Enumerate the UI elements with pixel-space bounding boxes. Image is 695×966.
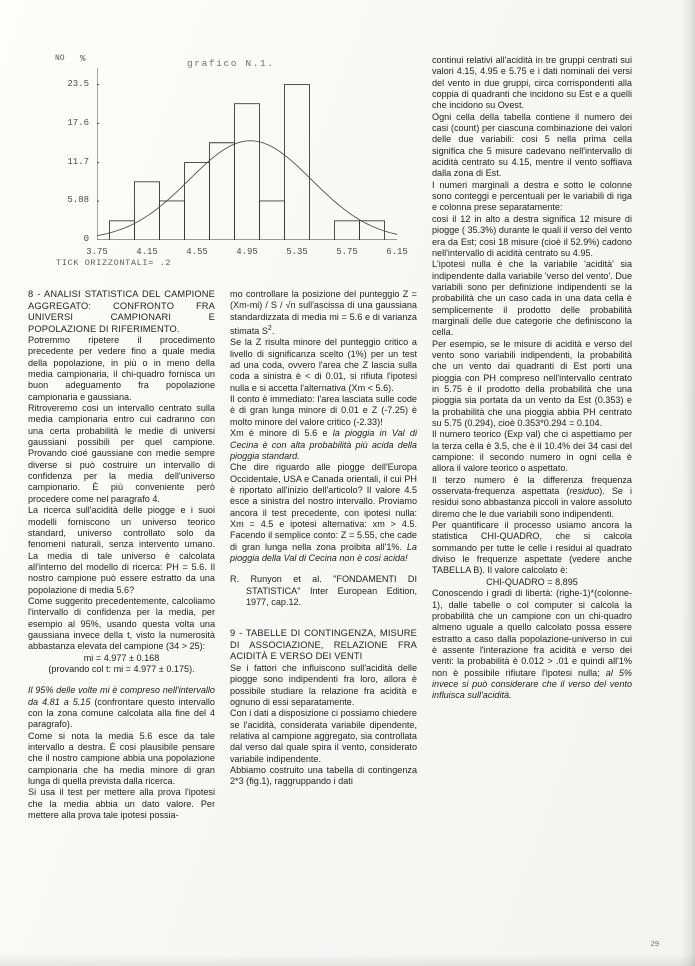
col1-formula-2: (provando col t: mi = 4.977 ± 0.175). <box>48 663 195 674</box>
col2-p1-b: . <box>271 326 275 337</box>
col3-p8-b: ). Se i residui sono abbastanza piccoli in valore assoluto diremo che le due variabili sono indipendenti. <box>432 486 632 519</box>
col2-p4-italic: la pioggia in Val di Cecina è con alta probabilità più acida della pioggia standard. <box>230 428 417 461</box>
col2-p5-a: Che dire riguardo alle piogge dell'Europa Occidentale, USA e Canada orientali, il cui PH è riportato all'inizio dell'articolo? Il valore 4.5 esce a sinistra del nostro intervallo. Proviamo ancora il test precedente, con ipotesi nulla: Xm = 4.5 e ipotesi alternativa: xm > 4.5. Facendo il semplice conto: Z = 5.55, che cade di gran lunga nella zona proibita all'1%. <box>230 462 417 552</box>
col1-paragraph-4: Come suggerito precedentemente, calcoliamo l'intervallo di confidenza per la media, per esempio al 95%, usando questa volta una gaussiana invece della t, visto la numerosità abbastanza elevata del campione (34 > 25): <box>28 595 215 652</box>
col3-p8-a: Il terzo numero è la differenza frequenza osservata-frequenza aspettata ( <box>432 474 632 497</box>
col2-p4-a: Xm è minore di 5.6 e <box>230 428 333 439</box>
col3-formula-chi-quadro: CHI-QUADRO = 8.895 <box>486 576 578 587</box>
x-tick-label: 4.55 <box>186 247 208 257</box>
figure-title: grafico N.1. <box>187 58 275 69</box>
col2-paragraph-6: Se i fattori che influiscono sull'acidità delle piogge sono indipendenti fra loro, allora è possibile studiare la relazione fra acidità e ognuno di essi separatamente. <box>230 662 417 707</box>
col2-paragraph-2: Se la Z risulta minore del punteggio critico a livello di significanza scelto (1%) per un test ad una coda, ovvero l'area che Z lascia sulla coda a sinistra è < di 0.01, si rifiuta l'ipotesi nulla e si accetta l'alternativa (Xm < 5.6). <box>230 337 417 393</box>
col2-p1-a: mo controllare la posizione del punteggio Z = (Xm-mi) / S / √n sull'ascissa di una gaussiana standardizzata di media mi = 5.6 e di varianza stimata S <box>230 289 417 337</box>
col2-spacer-3 <box>230 618 417 628</box>
col3-p10-italic: al 5% invece si può considerare che il verso del vento influisca sull'acidità. <box>432 667 632 701</box>
x-tick-label: 4.15 <box>136 247 158 257</box>
col3-paragraph-6: Per esempio, se le misure di acidità e verso del vento sono variabili indipendenti, la probabilità che un vento dai quadranti di Est porti una pioggia con PH compreso nell'intervallo centrato in 5.75 è il prodotto della probabilità che una pioggia sia portata da un vento da Est (0.353) e la probabilità che una pioggia abbia PH centrato su 5.75 (0.294), cioè 0.353*0.294 = 0.104. <box>432 338 632 428</box>
column-2 <box>230 289 417 788</box>
col1-spacer <box>28 675 215 685</box>
article-columns <box>28 0 668 966</box>
col2-p5-italic: La pioggia della Val di Cecina non è cosi acida! <box>230 541 417 563</box>
col3-paragraph-7: Il numero teorico (Exp val) che ci aspettiamo per la terza cella è 3.5, che è il 10.4% dei 34 casi del campione: il secondo numero in ogni cella è allora il valore teorico o aspettato. <box>432 429 632 474</box>
x-tick-label: 4.95 <box>236 247 258 257</box>
col3-paragraph-2: Ogni cella della tabella contiene il numero dei casi (count) per ciascuna combinazione dei valori delle due variabili: cosi 5 nella prima cella significa che 5 misure cadevano nell'intervallo di acidità centrato su 4.15, mentre il vento soffiava dalla zona di Est. <box>432 111 632 179</box>
col1-p5-italic: Il 95% delle volte mi è compreso nell'intervallo da 4.81 a 5.15 <box>28 685 215 707</box>
col2-paragraph-5 <box>230 462 417 564</box>
col2-spacer-2 <box>230 608 417 618</box>
col2-spacer-1 <box>230 564 417 574</box>
column-1 <box>28 289 215 821</box>
x-tick-label: 5.35 <box>286 247 308 257</box>
col3-p8-italic: residuo <box>569 486 600 497</box>
col2-paragraph-1 <box>230 289 417 337</box>
col1-paragraph-5 <box>28 685 215 730</box>
col3-paragraph-3: I numeri marginali a destra e sotto le colonne sono conteggi e percentuali per le variabili di riga e colonna prese separatamente: <box>432 179 632 213</box>
page-number: 29 <box>650 939 659 948</box>
col3-paragraph-10 <box>432 588 632 701</box>
figure-y-axis-label: % <box>80 54 86 64</box>
col1-paragraph-1: Potremmo ripetere il procedimento precedente per vedere fino a quale media della popolazione, in più o in meno della media campionaria, il chi-quadro fornisca un buon adeguamento fra popolazione campionaria e gaussiana. <box>28 335 215 402</box>
col2-paragraph-7: Con i dati a disposizione ci possiamo chiedere se l'acidità, considerata variabile dipendente, relativa al campione aggregato, sia controllata dal verso dal quale spira il vento, considerato variabile indipendente. <box>230 708 417 764</box>
y-tick-label: 11.7 <box>67 156 89 167</box>
col1-paragraph-6: Come si nota la media 5.6 esce da tale intervallo a destra. È cosi plausibile pensare che il nostro campione abbia una popolazione campionaria che ha media minore di gran lunga di quella prevista dalla ricerca. <box>28 730 215 787</box>
x-tick-label: 3.75 <box>86 247 108 257</box>
x-tick-label: 6.15 <box>386 247 408 257</box>
col3-paragraph-5: L'ipotesi nulla è che la variabile 'acidità' sia indipendente dalla variabile 'verso del vento'. Due variabili sono per definizione indipendenti se la probabilità che un caso cada in una data cella è semplicemente il prodotto delle probabilità marginali delle due categorie che definiscono la cella. <box>432 259 632 338</box>
col2-reference: R. Runyon et al. "FONDAMENTI DI STATISTICA" Inter European Edition, 1977, cap.12. <box>230 574 417 607</box>
col1-p5-rest: (confrontare questo intervallo con la zona comune calcolata alla fine del 4 paragrafo). <box>28 696 215 730</box>
y-tick-label: 5.88 <box>67 195 89 206</box>
col2-paragraph-8: Abbiamo costruito una tabella di contingenza 2*3 (fig.1), raggruppando i dati <box>230 764 417 787</box>
col1-paragraph-2: Ritroveremo cosi un intervallo centrato sulla media campionaria entro cui cadranno con una certa probabilità le medie di universi gaussiani possibili per quel campione. Provando cioé gaussiane con medie sempre diverse si può costruire un intervallo di confidenza per la media dell'universo campionario. È più conveniente però procedere come nel paragrafo 4. <box>28 403 215 504</box>
column-3 <box>432 55 632 702</box>
x-tick-label: 5.75 <box>336 247 358 257</box>
col3-paragraph-4: cosi il 12 in alto a destra significa 12 misure di piogge ( 35.3%) durante le quali il verso del vento era da Est; cosi 18 misure (cioè il 52.9%) cadono nell'intervallo di acidità centrato su 4.95. <box>432 213 632 258</box>
y-tick-label: 17.6 <box>67 117 89 128</box>
figure-caption: TICK ORIZZONTALI= .2 <box>56 258 172 268</box>
col3-paragraph-9: Per quantificare il processo usiamo ancora la statistica CHI-QUADRO, che si calcola sommando per tutte le celle i residui al quadrato diviso le frequenze aspettate (vedere anche TABELLA B). Il valore calcolato è: <box>432 520 632 576</box>
col2-paragraph-3: Il conto è immediato: l'area lasciata sulle code è di gran lunga minore di 0.01 e Z (-7.25) è molto minore del valore critico (-2.33)! <box>230 394 417 427</box>
figure-count-axis-label: NO <box>55 54 65 63</box>
col1-paragraph-3: La ricerca sull'acidità delle piogge e i suoi modelli forniscono un universo teorico standard, universo controllato solo da fenomeni naturali, senza intervento umano. La media di tale universo è calcolata all'interno del modello di ricerca: PH = 5.6. Il nostro campione può essere estratto da una popolazione di media 5.6? <box>28 505 215 595</box>
col2-paragraph-4 <box>230 428 417 462</box>
section-heading-9: 9 - TABELLE DI CONTINGENZA, MISURE DI ASSOCIAZIONE, RELAZIONE FRA ACIDITÀ E VERSO DEI VENTI <box>230 628 417 662</box>
col1-paragraph-7: Si usa il test per mettere alla prova l'ipotesi che la media abbia un dato valore. Per mettere alla prova tale ipotesi possia- <box>28 787 215 821</box>
col3-paragraph-1: continui relativi all'acidità in tre gruppi centrati sui valori 4.15, 4.95 e 5.75 e i dati nominali dei versi del vento in due gruppi, circa corrispondenti alla coppia di quadranti che incidono su Est e a quelli che incidono su Ovest. <box>432 55 632 111</box>
col1-formula-1: mi = 4.977 ± 0.168 <box>83 652 160 663</box>
col3-p10-a: Conoscendo i gradi di libertà: (righe-1)*(colonne-1), dalle tabelle o col computer si calcola la probabilità che un campione con un chi-quadro almeno uguale a quello calcolato possa essere estratto a caso dalla popolazione-universo in cui è assente l'interazione fra acidità e verso dei venti: la probabilità è 0.012 > .01 e quindi all'1% non è possibile rifiutare l'ipotesi nulla; <box>432 588 632 678</box>
y-tick-label: 0 <box>83 234 89 244</box>
section-heading-8: 8 - ANALISI STATISTICA DEL CAMPIONE AGGREGATO: CONFRONTO FRA UNIVERSI CAMPIONARI E POPOLAZIONE DI RIFERIMENTO. <box>28 289 215 334</box>
y-tick-label: 23.5 <box>67 78 89 89</box>
col3-paragraph-8 <box>432 475 632 520</box>
col2-p1-sup: 2 <box>267 325 272 333</box>
